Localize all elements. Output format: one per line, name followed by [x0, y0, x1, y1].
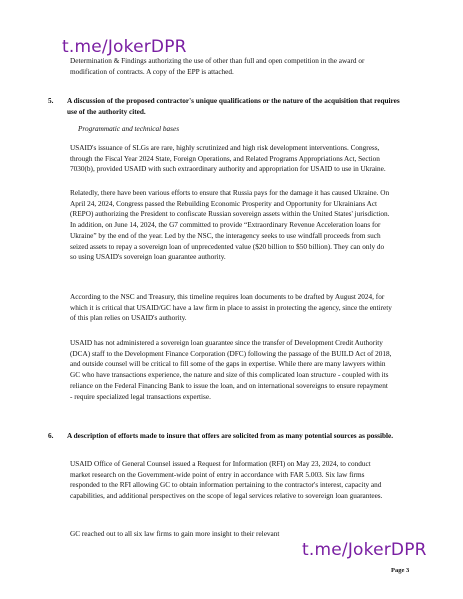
section-5-paragraph-4: USAID has not administered a sovereign loan guarantee since the transfer of Development Credit Authority (DCA) staff to the Development Finance Corporation (DFC) following the passage of the BUILD Act of 2018, and outside counsel will be critical to fill some of the gaps in expertise. While there are many lawyers within GC who have transactions experience, the nature and size of this complicated loan structure - coupled with its reliance on the Federal Financing Bank to issue the loan, and on international sovereigns to ensure repayment - require specialized legal transactions expertise. — [70, 339, 392, 401]
section-6-paragraph-2: GC reached out to all six law firms to gain more insight to their relevant — [70, 530, 280, 538]
section-5-subheading: Programmatic and technical bases — [78, 125, 180, 133]
watermark-bottom: t.me/JokerDPR — [302, 540, 427, 560]
section-5-paragraph-3: According to the NSC and Treasury, this timeline requires loan documents to be drafted by August 2024, for which it is critical that USAID/GC have a law firm in place to assist in protecting the agency, since the entirety of this plan relies on USAID's authority. — [70, 293, 392, 323]
section-5-heading — [48, 96, 400, 116]
section-5-paragraph-2: Relatedly, there have been various efforts to ensure that Russia pays for the damage it has caused Ukraine. On April 24, 2024, Congress passed the Rebuilding Economic Prosperity and Opportunity for Ukrainians Act (REPO) authorizing the President to confiscate Russian sovereign assets within the United States' jurisdiction. In addition, on June 14, 2024, the G7 committed to provide “Extraordinary Revenue Acceleration loans for Ukraine” by the end of the year. Led by the NSC, the interagency seeks to use windfall proceeds from such seized assets to repay a sovereign loan of unprecedented value ($20 billion to $50 billion). They can only do so using USAID's sovereign loan guarantee authority. — [70, 189, 390, 262]
section-6-number: 6. — [48, 432, 54, 440]
watermark-top: t.me/JokerDPR — [62, 37, 187, 57]
section-6-paragraph-1: USAID Office of General Counsel issued a Request for Information (RFI) on May 23, 2024, to conduct market research on the Government-wide point of entry in accordance with FAR 5.003. Six law firms responded to the RFI allowing GC to obtain information pertaining to the contractor's interest, capacity and capabilities, and additional perspectives on the scope of legal services relative to sovereign loan guarantees. — [70, 460, 383, 501]
section-6-title: A description of efforts made to insure that offers are solicited from as many potential sources as possible. — [67, 432, 394, 440]
section-6-heading — [48, 431, 398, 442]
section-5-number: 5. — [48, 97, 54, 105]
carryover-paragraph: Determination & Findings authorizing the use of other than full and open competition in the award or modification of contracts. A copy of the EPP is attached. — [70, 57, 365, 76]
section-5-title: A discussion of the proposed contractor's unique qualifications or the nature of the acquisition that requires use of the authority cited. — [67, 97, 400, 116]
section-5-paragraph-1: USAID's issuance of SLGs are rare, highly scrutinized and high risk development interventions. Congress, through the Fiscal Year 2024 State, Foreign Operations, and Related Programs Appropriations Act, Section 7030(b), provided USAID with such extraordinary authority and appropriation for USAID to use in Ukraine. — [70, 144, 386, 174]
page-number: Page 3 — [391, 567, 410, 574]
